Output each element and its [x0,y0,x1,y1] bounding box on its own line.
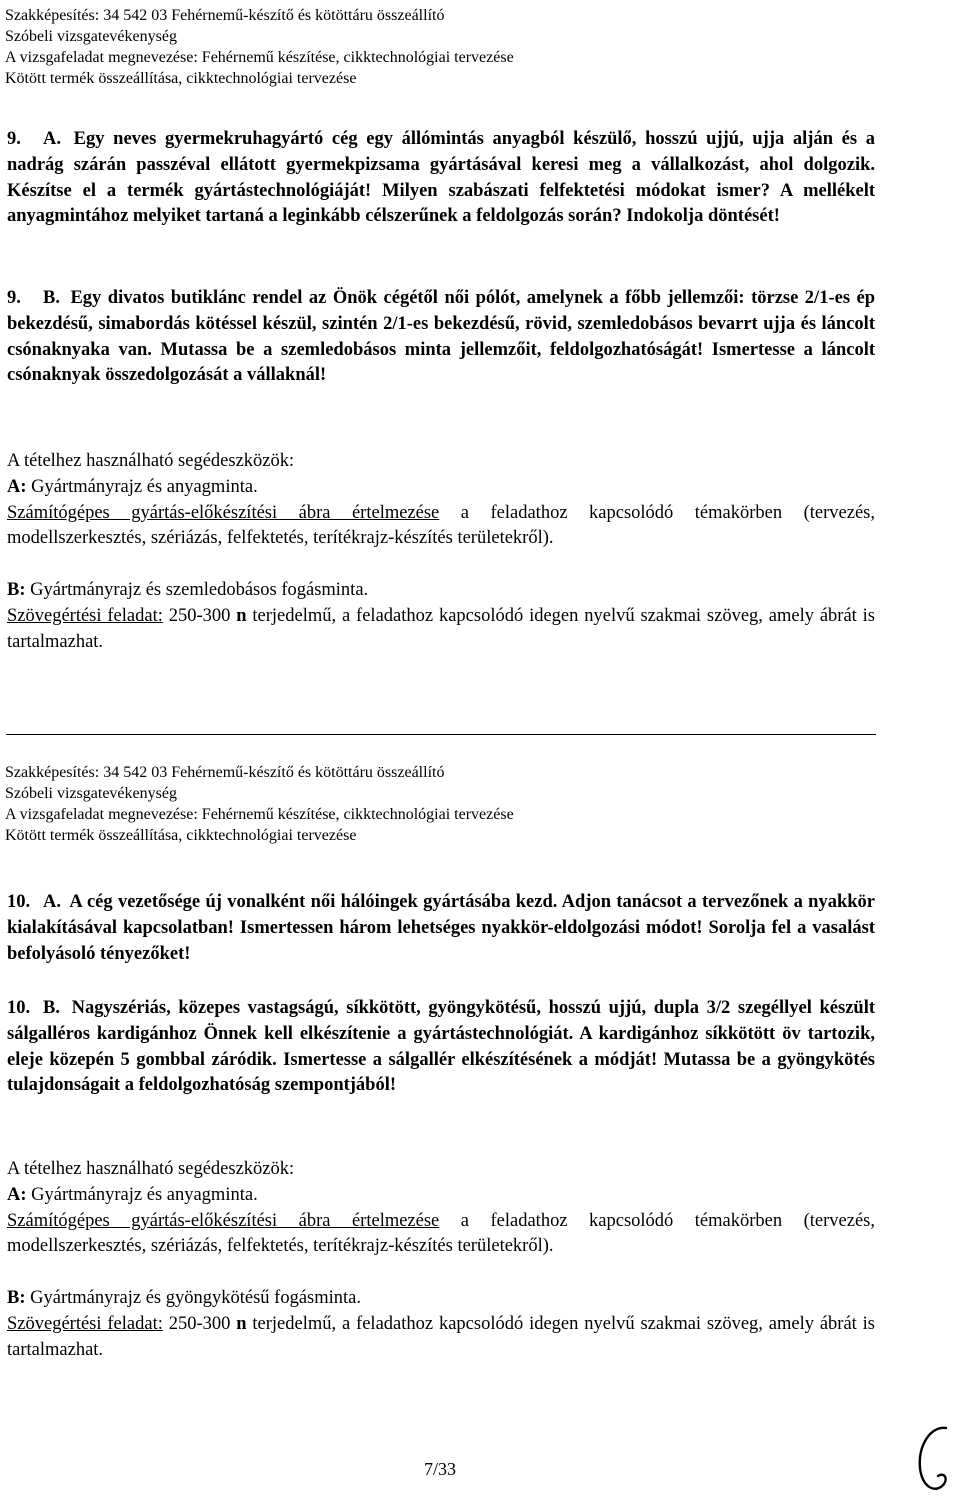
question-10a [7,890,875,967]
question-variant: A. [43,129,61,149]
page-number: 7/33 [423,1459,456,1479]
header-topic: Kötött termék összeállítása, cikktechnológiai tervezése [5,70,357,87]
signature-mark [910,1418,956,1502]
tools-b-detail-rest: terjedelmű, a feladathoz kapcsolódó idegen nyelvű szakmai szöveg, amely ábrát is tartalmazhat. [7,605,876,652]
tools-heading: A tételhez használható segédeszközök: [7,451,295,471]
question-9a [7,127,875,230]
tools-a-detail-rest: a feladathoz kapcsolódó témakörben (tervezés, modellszerkesztés, szériázás, felfektetés, terítékrajz-készítés területekről). [7,502,875,549]
header-task-name: A vizsgafeladat megnevezése: Fehérnemű készítése, cikktechnológiai tervezése [5,49,514,66]
tools-b-detail-n: n [236,605,247,626]
question-number: 9. [7,288,21,308]
tools-b-detail-n: n [236,1313,247,1334]
page-header-2 [5,762,514,846]
tools-b-detail-underlined: Szövegértési feladat: [7,1313,163,1334]
question-number: 10. [7,998,31,1018]
question-variant: B. [43,998,60,1018]
tools-a-line [7,1183,875,1209]
header-exam-type: Szóbeli vizsgatevékenység [5,28,177,45]
question-variant: A. [43,892,61,912]
tools-b-detail [7,1312,875,1364]
question-text: Egy neves gyermekruhagyártó cég egy állómintás anyagból készülő, hosszú ujjú, ujja alján és a nadrág szárán passzéval ellátott gyermekpizsama gyártásával keresi meg a vállalkozást, ahol dolgozik. Készítse el a termék gyártástechnológiáját! Milyen szabászati felfektetési módokat ismer? A mellékelt anyagmintához melyiket tartaná a leginkább célszerűnek a feldolgozás során? Indokolja döntését! [7,129,875,227]
question-number: 9. [7,129,21,149]
tools-b-text: Gyártmányrajz és szemledobásos fogásminta. [30,580,369,601]
header-qualification: Szakképesítés: 34 542 03 Fehérnemű-készítő és kötöttáru összeállító [5,764,445,781]
tools-a-line [7,475,875,501]
header-topic: Kötött termék összeállítása, cikktechnológiai tervezése [5,827,357,844]
question-variant: B. [43,288,60,308]
tools-section-9 [7,449,875,656]
question-text: Nagyszériás, közepes vastagságú, síkkötött, gyöngykötésű, hosszú ujjú, dupla 3/2 szegéllyel készült sálgalléros kardigánhoz Önnek kell elkészítenie a gyártástechnológiát. A kardigánhoz síkkötött öv tartozik, eleje közepén 5 gombbal záródik. Ismertesse a sálgallér elkészítésének a módját! Mutassa be a gyöngykötés tulajdonságait a feldolgozhatóság szempontjából! [7,998,876,1096]
question-text: A cég vezetősége új vonalként női hálóingek gyártásába kezd. Adjon tanácsot a tervezőnek a nyakkör kialakításával kapcsolatban! Ismertessen három lehetséges nyakkör-eldolgozási módot! Sorolja fel a vasalást befolyásoló tényezőket! [7,892,876,964]
section-divider [6,734,876,735]
tools-a-detail-underlined: Számítógépes gyártás-előkészítési ábra értelmezése [7,502,440,523]
tools-a-detail [7,501,875,553]
tools-a-text: Gyártmányrajz és anyagminta. [31,1184,258,1205]
header-qualification: Szakképesítés: 34 542 03 Fehérnemű-készítő és kötöttáru összeállító [5,7,445,24]
header-exam-type: Szóbeli vizsgatevékenység [5,785,177,802]
page-header [5,5,514,89]
tools-b-label: B: [7,580,26,601]
tools-b-line [7,1286,875,1312]
tools-a-label: A: [7,1184,27,1205]
tools-b-detail-range: 250-300 [168,605,231,626]
tools-heading: A tételhez használható segédeszközök: [7,1159,295,1179]
question-9b [7,286,875,389]
tools-b-label: B: [7,1288,26,1309]
tools-section-10 [7,1157,875,1364]
tools-b-text: Gyártmányrajz és gyöngykötésű fogásminta. [30,1288,361,1309]
question-number: 10. [7,892,31,912]
header-task-name: A vizsgafeladat megnevezése: Fehérnemű készítése, cikktechnológiai tervezése [5,806,514,823]
tools-a-detail-rest: a feladathoz kapcsolódó témakörben (tervezés, modellszerkesztés, szériázás, felfektetés, terítékrajz-készítés területekről). [7,1210,875,1257]
tools-a-detail-underlined: Számítógépes gyártás-előkészítési ábra értelmezése [7,1210,440,1231]
tools-a-label: A: [7,476,27,497]
tools-b-detail-range: 250-300 [168,1313,231,1334]
tools-b-detail-underlined: Szövegértési feladat: [7,605,163,626]
tools-b-detail-rest: terjedelmű, a feladathoz kapcsolódó idegen nyelvű szakmai szöveg, amely ábrát is tartalmazhat. [7,1313,876,1360]
tools-b-line [7,578,875,604]
tools-a-detail [7,1209,875,1261]
tools-b-detail [7,604,875,656]
tools-a-text: Gyártmányrajz és anyagminta. [31,476,258,497]
question-10b [7,996,875,1099]
question-text: Egy divatos butiklánc rendel az Önök cégétől női pólót, amelynek a főbb jellemzői: törzse 2/1-es ép bekezdésű, simabordás kötéssel készül, szintén 2/1-es bekezdésű, rövid, szemledobásos bevarrt ujja és láncolt csónaknyaka van. Mutassa be a szemledobásos minta jellemzőit, feldolgozhatóságát! Ismertesse a láncolt csónaknyak összedolgozását a vállaknál! [7,288,876,386]
